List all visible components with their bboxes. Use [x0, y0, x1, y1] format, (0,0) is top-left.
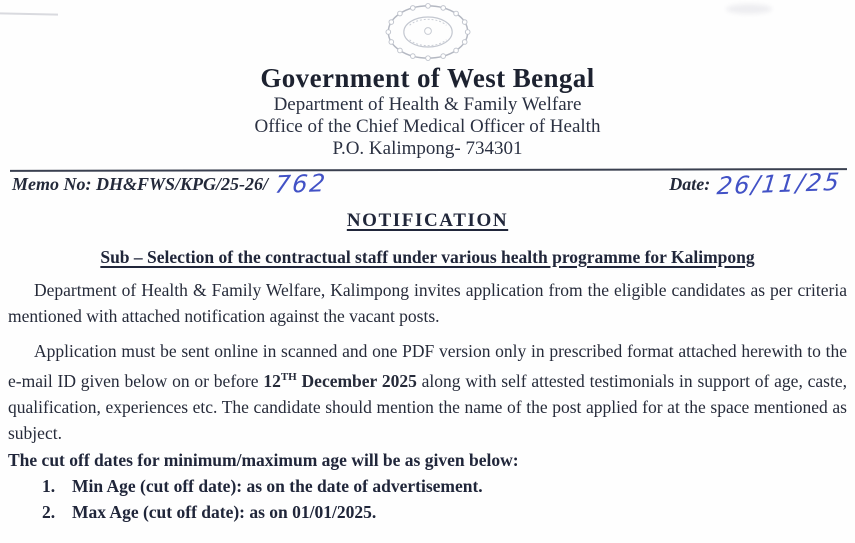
po-address-line: P.O. Kalimpong- 734301	[332, 138, 523, 160]
cutoff-heading: The cut off dates for minimum/maximum age will be as given below:	[8, 449, 519, 470]
list-item-number: 2.	[42, 501, 56, 522]
notification-heading	[0, 210, 855, 232]
notification-heading-text: NOTIFICATION	[346, 209, 509, 231]
page-title: Government of West Bengal	[260, 63, 595, 93]
paragraph-application	[8, 338, 847, 446]
list-item-text: Max Age (cut off date): as on 01/01/2025.	[72, 501, 377, 522]
memo-number-label: Memo No: DH&FWS/KPG/25-26/	[12, 174, 269, 195]
deadline-ordinal: TH	[280, 370, 297, 383]
office-line: Office of the Chief Medical Officer of Health	[254, 116, 601, 138]
memo-number-handwritten: 762	[273, 169, 329, 200]
paragraph-invitation: Department of Health & Family Welfare, Kalimpong invites application from the eligible candidates as per criteria mentioned with attached notification against the vacant posts.	[8, 279, 847, 326]
department-line: Department of Health & Family Welfare	[273, 94, 582, 116]
memo-date-row	[0, 167, 855, 201]
list-item-number: 1.	[42, 475, 56, 496]
cutoff-list	[42, 473, 847, 525]
subject-text: Sub – Selection of the contractual staff under various health programme for Kalimpong	[100, 246, 755, 267]
paragraph-application-tail: along with self attested testimonials in support of age, caste, qualification, experiences etc. The candidate should mention the name of the post applied for at the space mentioned as subject.	[8, 370, 847, 443]
deadline-month-year: December 2025	[296, 370, 417, 391]
list-item	[42, 473, 847, 499]
list-item	[42, 499, 847, 525]
subject-line	[0, 247, 855, 268]
government-seal-icon	[382, 2, 474, 62]
scan-artifact	[726, 4, 772, 14]
list-item-text: Min Age (cut off date): as on the date of advertisement.	[72, 475, 483, 496]
deadline-day: 12	[263, 370, 281, 391]
date-handwritten: 26/11/25	[715, 167, 843, 201]
paragraph-application-text: Application must be sent online in scanned and one PDF version only in prescribed format attached herewith to the e-mail ID given below on or before	[8, 340, 847, 391]
date-label: Date:	[669, 174, 711, 195]
